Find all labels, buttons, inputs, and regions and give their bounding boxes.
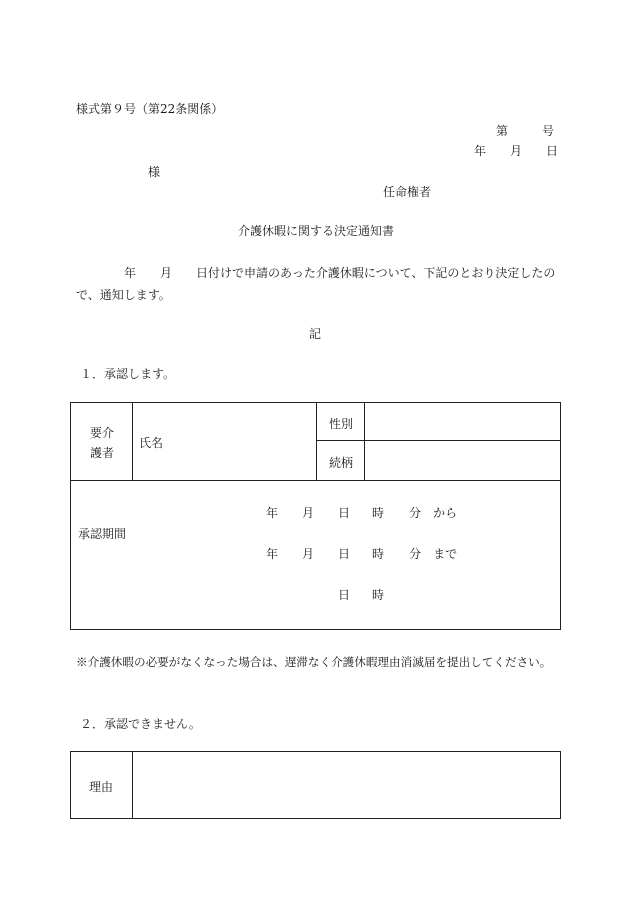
issue-date [474,142,558,159]
section2-heading: ２．承認できません。 [80,717,201,731]
table-divider [316,440,561,441]
from-tail: から [433,506,458,520]
section1-heading: １．承認します。 [80,367,176,381]
document-title: 介護休暇に関する決定通知書 [238,224,395,238]
table-divider [132,751,133,819]
body-month: 月 [160,266,173,280]
body-line-2: で、通知します。 [76,288,171,302]
relation-label: 続柄 [329,456,354,470]
table-divider [70,480,561,481]
body-year: 年 [124,266,137,280]
rejection-table [70,751,561,819]
gender-label: 性別 [329,417,354,431]
issuer-name: 任命権者 [383,185,432,199]
to-minute: 分 [409,547,422,561]
total-day: 日 [338,588,351,602]
to-hour: 時 [372,547,385,561]
body-line1-rest: 日付けで申請のあった介護休暇について、下記のとおり決定したの [196,266,556,280]
doc-number-prefix: 第 [496,124,509,138]
from-month: 月 [302,506,315,520]
date-day: 日 [546,144,559,158]
to-month: 月 [302,547,315,561]
table-divider [364,402,365,480]
from-day: 日 [338,506,351,520]
ki-heading: 記 [309,327,322,341]
date-month: 月 [510,144,523,158]
care-target-label-line1: 要介 [90,426,115,440]
document-number [496,122,554,139]
date-year: 年 [474,144,487,158]
body-line-1 [124,264,555,281]
recipient-honorific: 様 [148,165,161,179]
to-day: 日 [338,547,351,561]
from-hour: 時 [372,506,385,520]
total-hour: 時 [372,588,385,602]
from-minute: 分 [409,506,422,520]
form-number-header: 様式第９号（第22条関係） [76,102,224,116]
to-year: 年 [266,547,279,561]
period-total-row [338,586,384,603]
notice-text: ※介護休暇の必要がなくなった場合は、遅滞なく介護休暇理由消滅届を提出してください。 [76,655,552,669]
table-divider [316,402,317,480]
doc-number-suffix: 号 [542,124,555,138]
to-tail: まで [433,547,458,561]
period-from-row [266,504,457,521]
care-target-label-line2: 護者 [90,446,115,460]
table-divider [132,402,133,480]
from-year: 年 [266,506,279,520]
name-label: 氏名 [139,436,164,450]
reason-label: 理由 [89,780,114,794]
period-to-row [266,545,457,562]
approval-period-label: 承認期間 [78,527,127,541]
